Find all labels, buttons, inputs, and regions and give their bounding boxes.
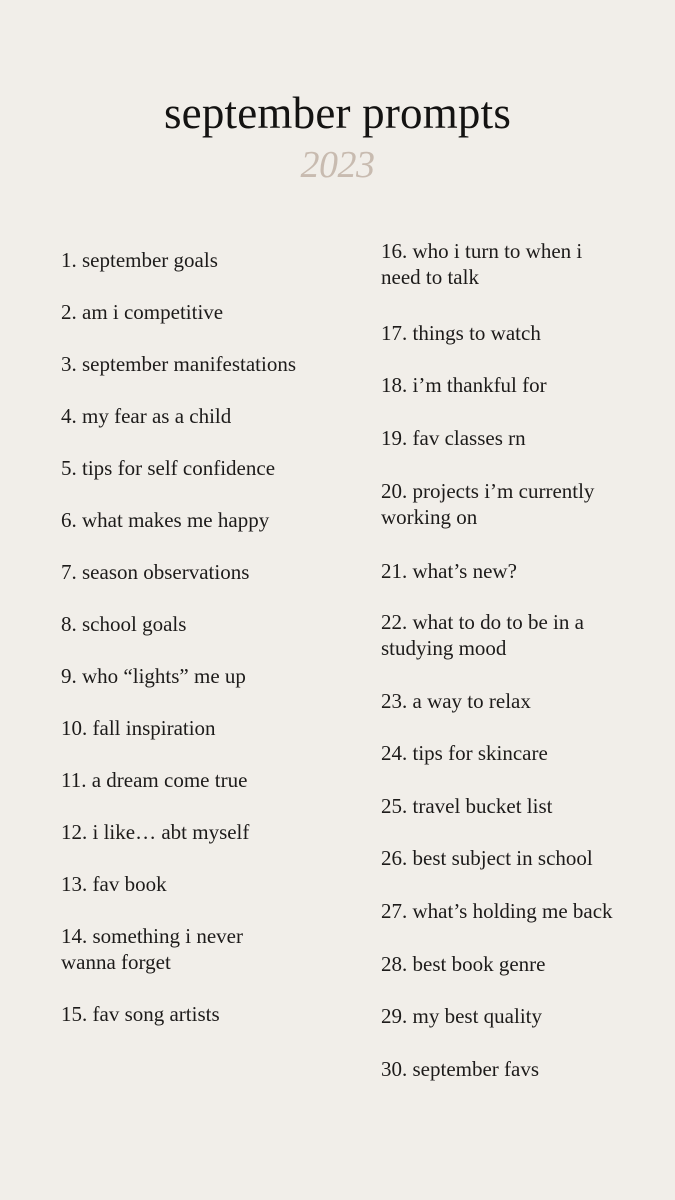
prompt-item-22: 22. what to do to be in a studying mood [381, 610, 584, 660]
prompt-item-26: 26. best subject in school [381, 846, 593, 870]
year-subtitle: 2023 [300, 144, 375, 186]
prompt-item-27: 27. what’s holding me back [381, 899, 613, 923]
prompt-item-7: 7. season observations [61, 560, 250, 584]
prompt-item-13: 13. fav book [61, 872, 167, 896]
prompt-item-30: 30. september favs [381, 1057, 540, 1081]
prompt-item-11: 11. a dream come true [61, 768, 248, 792]
prompt-item-4: 4. my fear as a child [61, 404, 232, 428]
prompt-item-3: 3. september manifestations [61, 352, 297, 376]
prompt-item-16: 16. who i turn to when i need to talk [381, 239, 583, 289]
prompt-item-20: 20. projects i’m currently working on [381, 479, 595, 529]
prompt-item-5: 5. tips for self confidence [61, 456, 276, 480]
prompt-item-2: 2. am i competitive [61, 300, 224, 324]
prompt-item-8: 8. school goals [61, 612, 187, 636]
prompt-item-29: 29. my best quality [381, 1004, 542, 1028]
prompt-item-12: 12. i like… abt myself [61, 820, 250, 844]
prompt-item-18: 18. i’m thankful for [381, 373, 547, 397]
prompt-item-14: 14. something i never wanna forget [61, 924, 243, 974]
prompt-item-10: 10. fall inspiration [61, 716, 216, 740]
prompt-item-23: 23. a way to relax [381, 689, 531, 713]
prompt-item-21: 21. what’s new? [381, 559, 517, 583]
prompt-item-6: 6. what makes me happy [61, 508, 270, 532]
prompt-item-25: 25. travel bucket list [381, 794, 553, 818]
prompt-item-9: 9. who “lights” me up [61, 664, 246, 688]
prompt-item-1: 1. september goals [61, 248, 218, 272]
page-title: september prompts [163, 88, 512, 138]
prompt-item-28: 28. best book genre [381, 952, 546, 976]
prompt-item-19: 19. fav classes rn [381, 426, 526, 450]
prompt-item-15: 15. fav song artists [61, 1002, 220, 1026]
prompt-item-24: 24. tips for skincare [381, 741, 548, 765]
prompt-item-17: 17. things to watch [381, 321, 541, 345]
